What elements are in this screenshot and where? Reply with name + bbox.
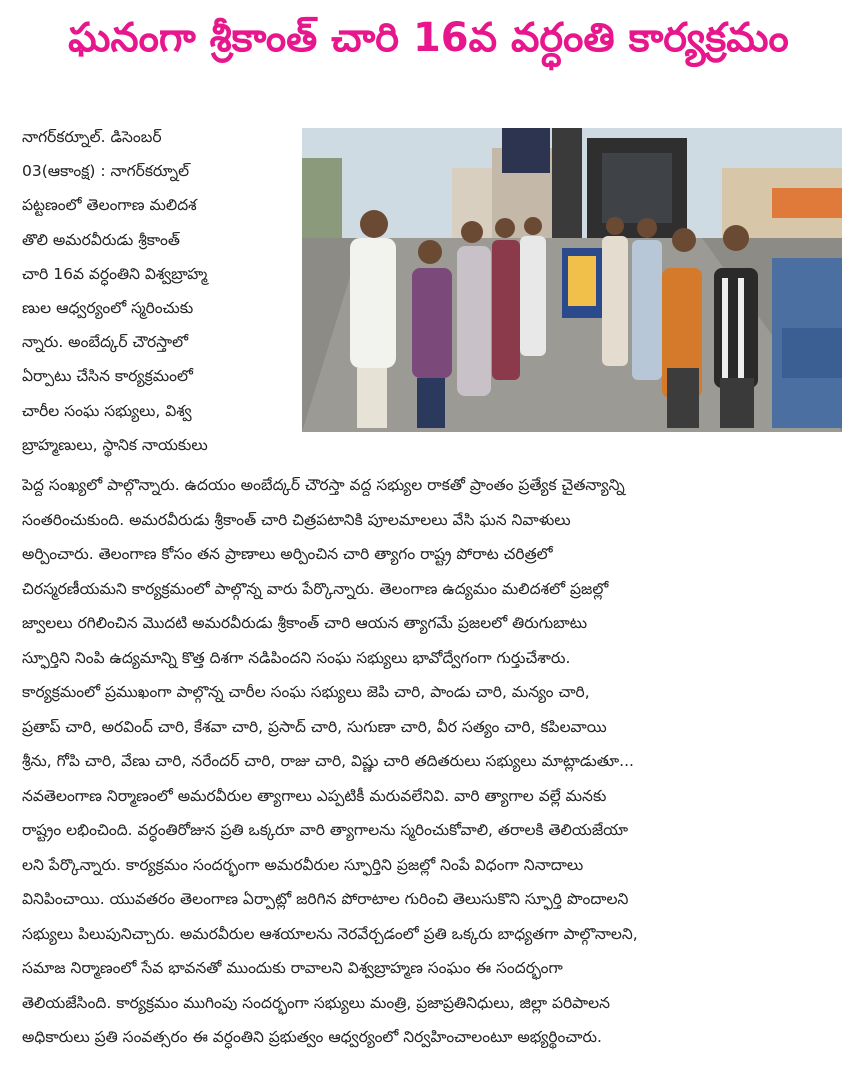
- column-line: తొలి అమరవీరుడు శ్రీకాంత్: [22, 230, 180, 249]
- article-body: [22, 468, 844, 1055]
- column-line: పట్టణంలో తెలంగాణ మలిదశ: [22, 196, 197, 215]
- body-line: చిరస్మరణీయమని కార్యక్రమంలో పాల్గొన్న వారు పేర్కొన్నారు. తెలంగాణ ఉద్యమం మలిదశలో ప్రజల్లో: [22, 579, 609, 598]
- column-line: చారీల సంఘ సభ్యులు, విశ్వ: [22, 401, 192, 420]
- column-line: నాగర్‌కర్నూల్. డిసెంబర్: [22, 128, 162, 146]
- lead-column: [22, 120, 288, 462]
- column-line: 03(ఆకాంక్ష) : నాగర్‌కర్నూల్: [22, 162, 190, 181]
- body-line: స్ఫూర్తిని నింపి ఉద్యమాన్ని కొత్త దిశగా నడిపిందని సంఘ సభ్యులు భావోద్వేగంగా గుర్తుచేశారు.: [22, 648, 571, 667]
- column-line: ణుల ఆధ్వర్యంలో స్మరించుకు: [22, 299, 194, 318]
- news-photo: [302, 128, 842, 432]
- body-line: లని పేర్కొన్నారు. కార్యక్రమం సందర్భంగా అమరవీరుల స్ఫూర్తిని ప్రజల్లో నింపే విధంగా నినాదాలు: [22, 855, 584, 874]
- body-line: జ్వాలలు రగిలించిన మొదటి అమరవీరుడు శ్రీకాంత్ చారి ఆయన త్యాగమే ప్రజలలో తిరుగుబాటు: [22, 614, 588, 632]
- body-line: అధికారులు ప్రతి సంవత్సరం ఈ వర్ధంతిని ప్రభుత్వం ఆధ్వర్యంలో నిర్వహించాలంటూ అభ్యర్థించారు.: [22, 1028, 602, 1046]
- body-line: సంతరించుకుంది. అమరవీరుడు శ్రీకాంత్ చారి చిత్రపటానికి పూలమాలలు వేసి ఘన నివాళులు: [22, 510, 571, 529]
- column-line: బ్రాహ్మణులు, స్థానిక నాయకులు: [22, 435, 208, 454]
- headline: ఘనంగా శ్రీకాంత్ చారి 16వ వర్ధంతి కార్యక్రమం: [68, 15, 789, 61]
- body-line: శ్రీను, గోపి చారి, వేణు చారి, నరేందర్ చారి, రాజు చారి, విష్ణు చారి తదితరులు సభ్యులు మాట్లాడుతూ...: [22, 752, 634, 770]
- body-line: సభ్యులు పిలుపునిచ్చారు. అమరవీరుల ఆశయాలను నెరవేర్చడంలో ప్రతి ఒక్కరు బాధ్యతగా పాల్గొనాలని,: [22, 924, 638, 943]
- group-photo-illustration: [302, 128, 842, 432]
- body-line: అర్పించారు. తెలంగాణ కోసం తన ప్రాణాలు అర్పించిన చారి త్యాగం రాష్ట్ర పోరాట చరిత్రలో: [22, 545, 553, 563]
- body-line: ప్రతాప్ చారి, అరవింద్ చారి, కేశవా చారి, ప్రసాద్ చారి, సుగుణా చారి, వీర సత్యం చారి, కపిలవాయి: [22, 717, 607, 736]
- body-line: పెద్ద సంఖ్యలో పాల్గొన్నారు. ఉదయం అంబేద్కర్ చౌరస్తా వద్ద సభ్యుల రాకతో ప్రాంతం ప్రత్యేక చైతన్యాన్ని: [22, 476, 625, 494]
- body-line: నవతెలంగాణ నిర్మాణంలో అమరవీరుల త్యాగాలు ఎప్పటికీ మరువలేనివి. వారి త్యాగాల వల్లే మనకు: [22, 786, 607, 805]
- body-line: తెలియజేసింది. కార్యక్రమం ముగింపు సందర్భంగా సభ్యులు మంత్రి, ప్రజాప్రతినిధులు, జిల్లా పరిపాలన: [22, 993, 611, 1012]
- column-line: ఏర్పాటు చేసిన కార్యక్రమంలో: [22, 367, 193, 386]
- body-line: వినిపించాయి. యువతరం తెలంగాణ ఏర్పాట్లో జరిగిన పోరాటాల గురించి తెలుసుకొని స్ఫూర్తి పొందాలని: [22, 890, 629, 908]
- column-line: చారి 16వ వర్ధంతిని విశ్వబ్రాహ్మ: [22, 264, 208, 283]
- body-line: కార్యక్రమంలో ప్రముఖంగా పాల్గొన్న చారీల సంఘ సభ్యులు జెపి చారి, పాండు చారి, మన్యం చారి,: [22, 683, 590, 701]
- body-line: సమాజ నిర్మాణంలో సేవ భావనతో ముందుకు రావాలని విశ్వబ్రాహ్మణ సంఘం ఈ సందర్భంగా: [22, 959, 563, 977]
- column-line: న్నారు. అంబేద్కర్ చౌరస్తాలో: [22, 333, 189, 352]
- body-line: రాష్ట్రం లభించింది. వర్ధంతిరోజున ప్రతి ఒక్కరూ వారి త్యాగాలను స్మరించుకోవాలి, తరాలకి తెలియజేయా: [22, 821, 629, 839]
